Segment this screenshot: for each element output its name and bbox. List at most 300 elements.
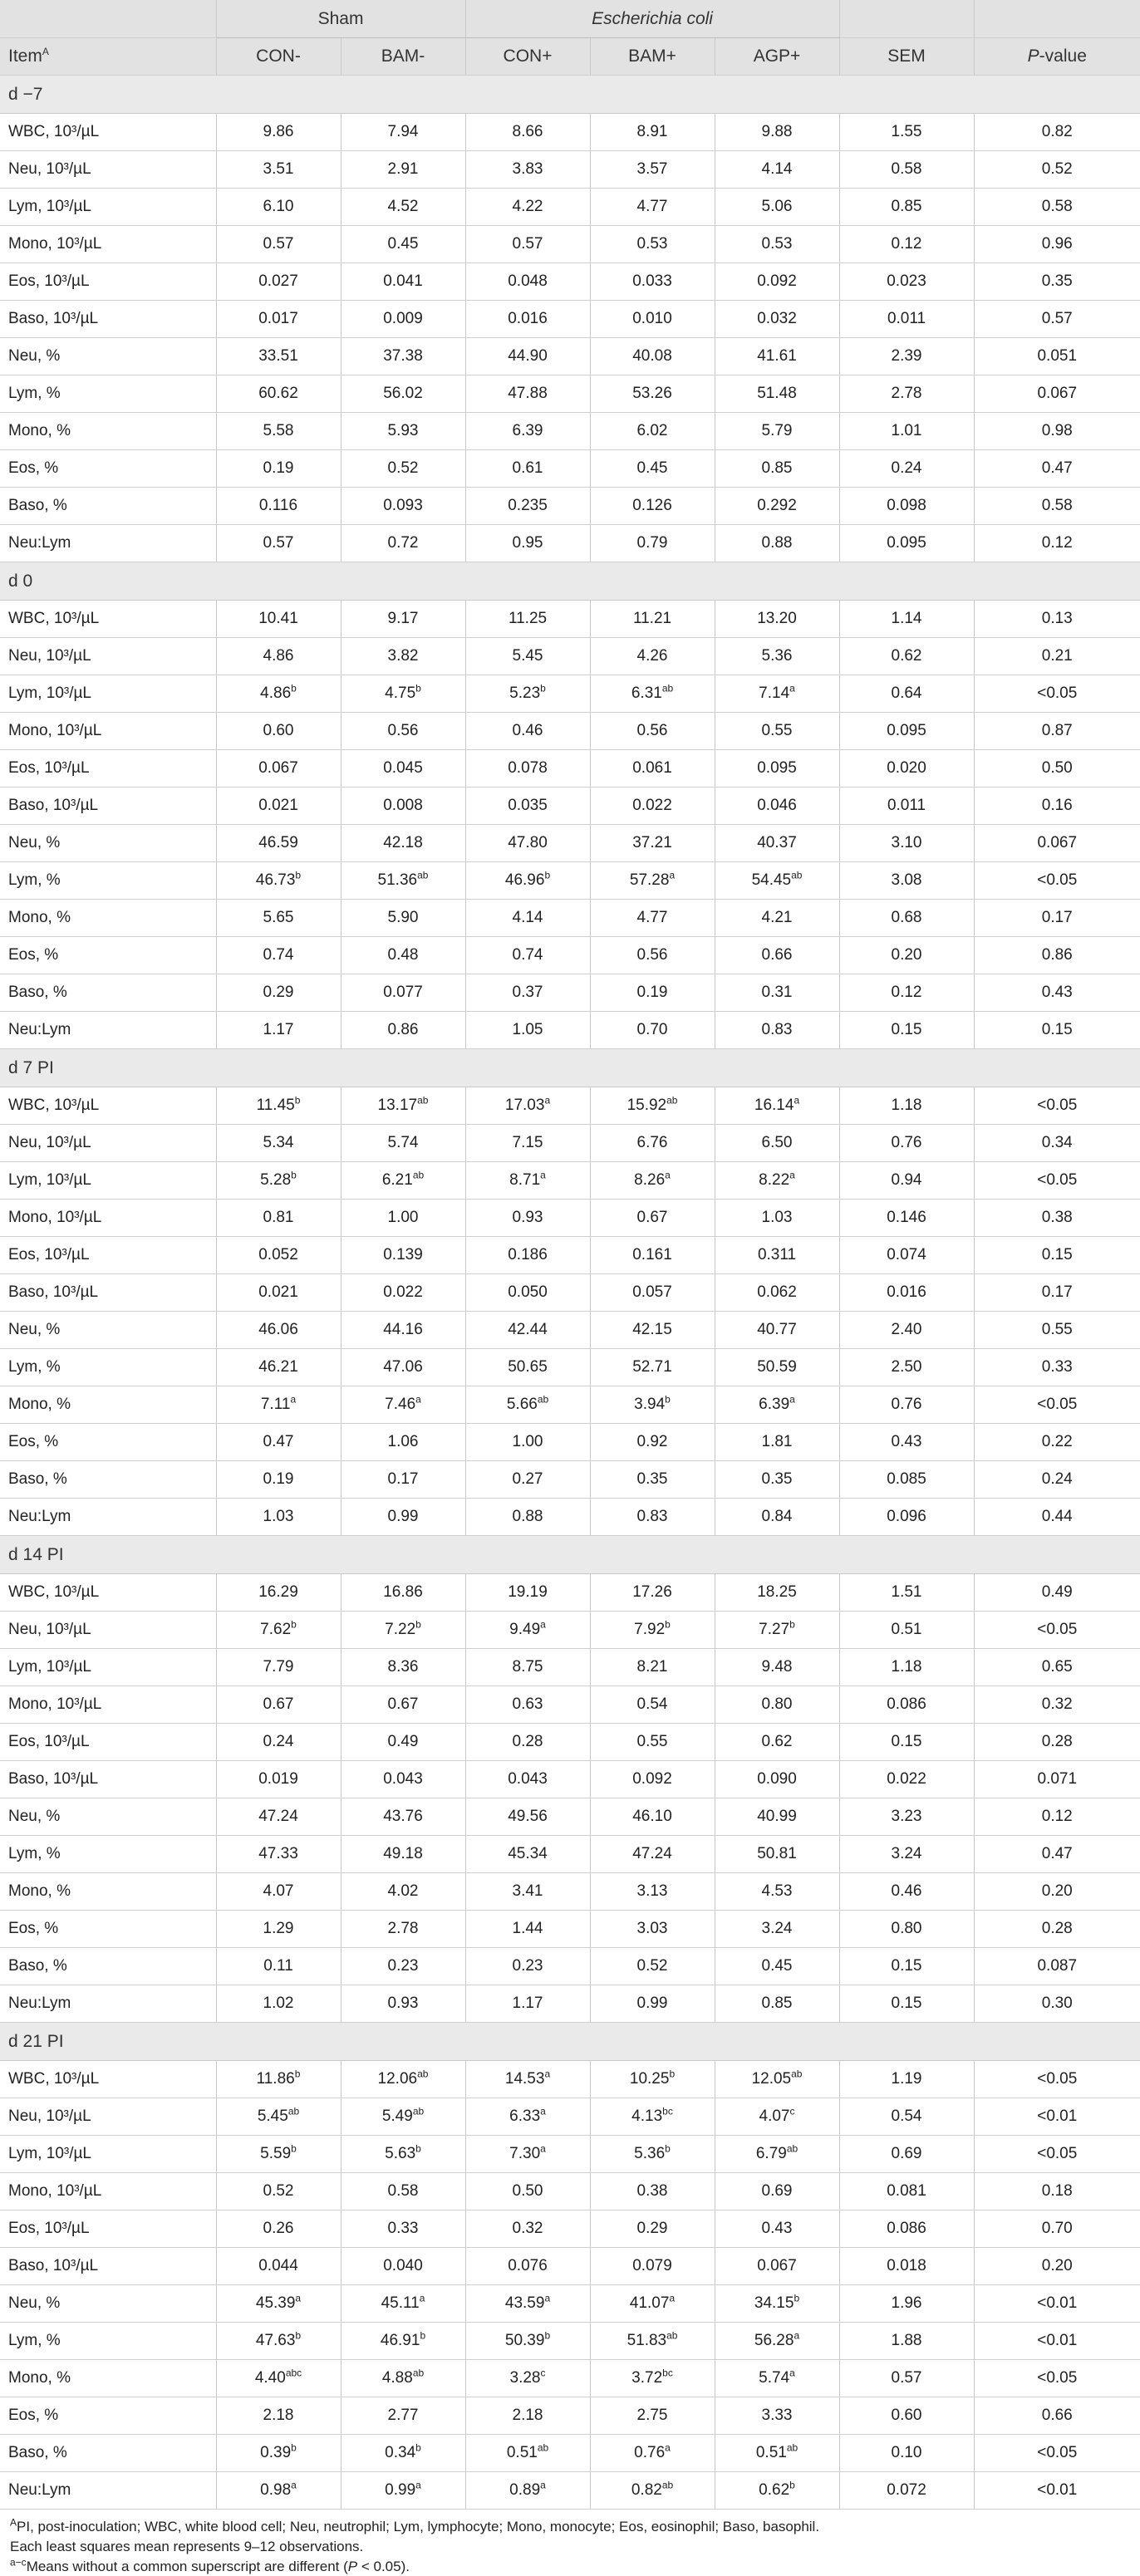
table-row — [0, 301, 1140, 338]
cell-p-value: 0.50 — [974, 750, 1140, 788]
row-label: Lym, % — [0, 1836, 216, 1873]
table-row — [0, 1087, 1140, 1125]
row-label: Eos, % — [0, 1424, 216, 1461]
cell-p-value: 0.13 — [974, 601, 1140, 638]
cell-value: 1.02 — [263, 1995, 294, 2012]
row-label: Lym, 10³/µL — [0, 2136, 216, 2173]
cell-agp-plus — [715, 1424, 839, 1461]
cell-value: 0.035 — [508, 797, 548, 814]
cell-con-plus — [465, 788, 590, 825]
cell-value: 56.28 — [754, 2332, 794, 2349]
cell-value: 6.33 — [509, 2107, 541, 2125]
cell-sem: 3.24 — [839, 1836, 974, 1873]
cell-bam-minus — [341, 2136, 465, 2173]
cell-superscript: b — [544, 869, 551, 881]
cell-con-plus — [465, 601, 590, 638]
cell-agp-plus — [715, 900, 839, 937]
cell-bam-minus — [341, 1424, 465, 1461]
cell-agp-plus — [715, 413, 839, 450]
cell-bam-minus — [341, 1461, 465, 1499]
cell-sem: 0.15 — [839, 1948, 974, 1985]
cell-bam-plus — [590, 1162, 715, 1200]
cell-value: 0.57 — [263, 235, 294, 253]
cell-value: 0.53 — [636, 235, 668, 253]
cell-value: 4.75 — [385, 684, 416, 702]
row-label: WBC, 10³/µL — [0, 601, 216, 638]
table-row — [0, 1312, 1140, 1349]
cell-agp-plus — [715, 226, 839, 263]
cell-p-value: <0.05 — [974, 2435, 1140, 2472]
cell-bam-minus — [341, 2360, 465, 2397]
cell-value: 0.043 — [508, 1770, 548, 1788]
cell-value: 0.57 — [512, 235, 543, 253]
cell-value: 5.93 — [387, 422, 419, 439]
cell-value: 2.75 — [636, 2407, 668, 2424]
cell-value: 0.58 — [387, 2182, 419, 2200]
cell-con-plus — [465, 750, 590, 788]
cell-value: 6.39 — [759, 1396, 790, 1413]
cell-value: 0.51 — [506, 2444, 538, 2461]
cell-sem: 1.55 — [839, 114, 974, 151]
cell-value: 57.28 — [629, 871, 670, 889]
cell-con-plus — [465, 1162, 590, 1200]
cell-p-value: 0.43 — [974, 974, 1140, 1012]
cell-con-minus — [216, 2136, 341, 2173]
cell-superscript: ab — [412, 2105, 425, 2117]
cell-con-minus — [216, 750, 341, 788]
cell-value: 0.57 — [263, 534, 294, 552]
cell-bam-minus — [341, 1312, 465, 1349]
cell-bam-minus — [341, 525, 465, 562]
cell-value: 8.22 — [759, 1171, 790, 1189]
cell-bam-minus — [341, 375, 465, 413]
cell-value: 17.26 — [632, 1583, 672, 1601]
cell-sem: 0.54 — [839, 2098, 974, 2136]
cell-value: 0.24 — [263, 1733, 294, 1750]
cell-agp-plus — [715, 2472, 839, 2510]
cell-con-plus — [465, 1312, 590, 1349]
cell-p-value: 0.30 — [974, 1985, 1140, 2023]
cell-con-minus — [216, 974, 341, 1012]
cell-value: 0.83 — [761, 1021, 793, 1038]
cell-con-minus — [216, 1686, 341, 1724]
cell-value: 0.041 — [383, 272, 423, 290]
cell-value: 0.022 — [383, 1283, 423, 1301]
cell-con-minus — [216, 1312, 341, 1349]
table-row — [0, 1237, 1140, 1274]
cell-con-minus — [216, 263, 341, 301]
cell-value: 0.52 — [263, 2182, 294, 2200]
table-row — [0, 1911, 1140, 1948]
table-row — [0, 189, 1140, 226]
cell-agp-plus — [715, 1873, 839, 1911]
cell-value: 7.62 — [260, 1621, 292, 1638]
cell-value: 40.37 — [757, 834, 797, 851]
cell-bam-minus — [341, 1836, 465, 1873]
cell-value: 0.11 — [263, 1957, 293, 1975]
cell-value: 46.10 — [632, 1808, 672, 1825]
table-row — [0, 1499, 1140, 1536]
cell-value: 3.83 — [512, 160, 543, 178]
cell-value: 0.116 — [258, 497, 298, 514]
row-label: Lym, 10³/µL — [0, 1162, 216, 1200]
cell-agp-plus — [715, 151, 839, 189]
cell-value: 0.23 — [512, 1957, 543, 1975]
cell-value: 8.66 — [512, 123, 543, 140]
cell-superscript: a — [794, 2329, 800, 2342]
row-label: Mono, % — [0, 900, 216, 937]
cell-superscript: a — [665, 2441, 671, 2454]
cell-bam-plus — [590, 1461, 715, 1499]
table-row — [0, 1836, 1140, 1873]
cell-value: 6.02 — [636, 422, 668, 439]
cell-value: 5.66 — [506, 1396, 538, 1413]
cell-agp-plus — [715, 1461, 839, 1499]
cell-bam-plus — [590, 1200, 715, 1237]
cell-agp-plus — [715, 1761, 839, 1798]
cell-sem: 0.022 — [839, 1761, 974, 1798]
cell-value: 2.78 — [387, 1920, 419, 1937]
cell-value: 6.21 — [381, 1171, 413, 1189]
cell-value: 41.61 — [757, 347, 797, 365]
cell-con-minus — [216, 1724, 341, 1761]
cell-p-value: <0.05 — [974, 862, 1140, 900]
row-label: Lym, 10³/µL — [0, 675, 216, 713]
cell-value: 7.22 — [385, 1621, 416, 1638]
cell-con-plus — [465, 375, 590, 413]
cell-value: 5.06 — [761, 198, 793, 215]
cell-sem: 1.51 — [839, 1574, 974, 1612]
cell-con-minus — [216, 1200, 341, 1237]
cell-value: 0.126 — [632, 497, 672, 514]
table-row — [0, 675, 1140, 713]
cell-bam-plus — [590, 1873, 715, 1911]
cell-value: 0.26 — [263, 2220, 294, 2237]
table-row — [0, 862, 1140, 900]
cell-value: 0.52 — [636, 1957, 668, 1975]
cell-con-plus — [465, 2173, 590, 2210]
cell-bam-plus — [590, 151, 715, 189]
cell-con-plus — [465, 1386, 590, 1424]
cell-value: 33.51 — [258, 347, 298, 365]
cell-value: 43.59 — [504, 2294, 545, 2312]
cell-sem: 0.20 — [839, 937, 974, 974]
cell-value: 9.86 — [263, 123, 294, 140]
cell-con-plus — [465, 1424, 590, 1461]
cell-value: 4.14 — [761, 160, 793, 178]
cell-value: 3.03 — [636, 1920, 668, 1937]
table-row — [0, 2098, 1140, 2136]
cell-bam-plus — [590, 974, 715, 1012]
cell-value: 9.49 — [509, 1621, 541, 1638]
cell-p-value: 0.21 — [974, 638, 1140, 675]
cell-bam-plus — [590, 263, 715, 301]
cell-bam-plus — [590, 1724, 715, 1761]
cell-sem: 1.18 — [839, 1087, 974, 1125]
cell-value: 0.048 — [508, 272, 548, 290]
cell-agp-plus — [715, 825, 839, 862]
cell-con-minus — [216, 2285, 341, 2323]
row-label: Neu:Lym — [0, 525, 216, 562]
cell-superscript: b — [544, 2329, 551, 2342]
table-row — [0, 638, 1140, 675]
cell-con-plus — [465, 900, 590, 937]
row-label: Eos, 10³/µL — [0, 2210, 216, 2248]
p-suffix: -value — [1039, 47, 1087, 66]
cell-sem: 1.19 — [839, 2061, 974, 2098]
section-title: d −7 — [0, 76, 1140, 114]
cell-value: 0.92 — [636, 1433, 668, 1450]
cell-bam-minus — [341, 788, 465, 825]
header-blank-cell — [0, 0, 216, 38]
cell-con-plus — [465, 1574, 590, 1612]
cell-bam-minus — [341, 1612, 465, 1649]
cell-bam-minus — [341, 1087, 465, 1125]
cell-sem: 0.098 — [839, 488, 974, 525]
column-header-item — [0, 38, 216, 76]
table-row — [0, 2472, 1140, 2510]
section-row — [0, 1049, 1140, 1087]
cell-value: 34.15 — [754, 2294, 794, 2312]
cell-superscript: a — [419, 2292, 425, 2304]
cell-value: 4.77 — [636, 909, 668, 926]
cell-value: 11.21 — [632, 610, 672, 627]
row-label: Eos, % — [0, 2397, 216, 2435]
cell-value: 3.13 — [636, 1882, 668, 1900]
row-label: Baso, % — [0, 1948, 216, 1985]
cell-con-minus — [216, 2397, 341, 2435]
cell-value: 6.39 — [512, 422, 543, 439]
cell-value: 5.74 — [387, 1134, 419, 1151]
cell-value: 4.52 — [387, 198, 419, 215]
cell-sem: 0.94 — [839, 1162, 974, 1200]
cell-superscript: ab — [417, 2068, 429, 2080]
cell-value: 0.51 — [755, 2444, 787, 2461]
footnote-marker-a: A — [10, 2516, 17, 2529]
cell-agp-plus — [715, 1574, 839, 1612]
cell-value: 7.92 — [634, 1621, 666, 1638]
cell-superscript: ab — [417, 1094, 429, 1106]
cell-value: 0.38 — [636, 2182, 668, 2200]
cell-superscript: ab — [412, 1169, 425, 1181]
cell-value: 0.82 — [631, 2481, 662, 2499]
cell-p-value: <0.05 — [974, 1612, 1140, 1649]
cell-bam-plus — [590, 525, 715, 562]
cell-p-value: 0.57 — [974, 301, 1140, 338]
cell-superscript: b — [415, 1618, 421, 1631]
cell-bam-minus — [341, 1162, 465, 1200]
cell-value: 4.53 — [761, 1882, 793, 1900]
cell-value: 0.81 — [263, 1209, 294, 1226]
cell-bam-plus — [590, 937, 715, 974]
cell-p-value: 0.49 — [974, 1574, 1140, 1612]
cell-value: 0.83 — [636, 1508, 668, 1525]
cell-value: 50.81 — [757, 1845, 797, 1862]
cell-bam-plus — [590, 1761, 715, 1798]
cell-con-minus — [216, 151, 341, 189]
cell-agp-plus — [715, 1349, 839, 1386]
cell-bam-plus — [590, 2397, 715, 2435]
cell-sem: 0.43 — [839, 1424, 974, 1461]
cell-con-plus — [465, 2435, 590, 2472]
cell-value: 43.76 — [383, 1808, 423, 1825]
cell-con-plus — [465, 301, 590, 338]
header-blank-cell — [839, 0, 974, 38]
cell-superscript: ab — [791, 869, 803, 881]
table-row — [0, 2248, 1140, 2285]
cell-con-minus — [216, 1612, 341, 1649]
cell-value: 8.91 — [636, 123, 668, 140]
row-label: Neu, 10³/µL — [0, 151, 216, 189]
cell-agp-plus — [715, 2360, 839, 2397]
cell-value: 1.29 — [263, 1920, 294, 1937]
cell-con-minus — [216, 1125, 341, 1162]
cell-value: 16.86 — [383, 1583, 423, 1601]
cell-bam-minus — [341, 937, 465, 974]
cell-value: 0.078 — [508, 759, 548, 777]
cell-value: 5.49 — [381, 2107, 413, 2125]
cell-bam-plus — [590, 2136, 715, 2173]
cell-value: 0.98 — [260, 2481, 292, 2499]
cell-value: 5.63 — [385, 2145, 416, 2162]
cell-value: 0.49 — [387, 1733, 419, 1750]
cell-sem: 0.15 — [839, 1012, 974, 1049]
table-row — [0, 226, 1140, 263]
column-header-con-plus: CON+ — [465, 38, 590, 76]
cell-value: 54.45 — [751, 871, 792, 889]
cell-con-minus — [216, 1985, 341, 2023]
cell-bam-minus — [341, 450, 465, 488]
cell-value: 11.25 — [508, 610, 548, 627]
cell-bam-plus — [590, 2472, 715, 2510]
cell-superscript: ab — [666, 1094, 678, 1106]
table-row — [0, 2061, 1140, 2098]
cell-con-plus — [465, 1985, 590, 2023]
cell-value: 45.11 — [381, 2294, 420, 2312]
cell-value: 46.73 — [255, 871, 296, 889]
column-header-bam-plus: BAM+ — [590, 38, 715, 76]
cell-con-minus — [216, 338, 341, 375]
cell-con-plus — [465, 1612, 590, 1649]
cell-con-minus — [216, 525, 341, 562]
row-label: Baso, % — [0, 974, 216, 1012]
cell-bam-minus — [341, 638, 465, 675]
cell-bam-plus — [590, 1312, 715, 1349]
cell-value: 5.74 — [759, 2369, 790, 2387]
cell-superscript: b — [291, 2441, 297, 2454]
cell-con-minus — [216, 375, 341, 413]
cell-value: 0.43 — [761, 2220, 793, 2237]
cell-value: 4.07 — [263, 1882, 294, 1900]
cell-sem: 0.074 — [839, 1237, 974, 1274]
cell-value: 0.55 — [761, 722, 793, 739]
cell-value: 4.26 — [636, 647, 668, 665]
cell-agp-plus — [715, 1911, 839, 1948]
table-row — [0, 2136, 1140, 2173]
row-label: Lym, % — [0, 375, 216, 413]
cell-bam-plus — [590, 2098, 715, 2136]
row-label: Neu, 10³/µL — [0, 1125, 216, 1162]
cell-value: 4.86 — [263, 647, 294, 665]
cell-sem: 0.146 — [839, 1200, 974, 1237]
row-label: Neu, % — [0, 338, 216, 375]
cell-con-plus — [465, 1761, 590, 1798]
cell-value: 47.33 — [258, 1845, 298, 1862]
cell-superscript: a — [669, 869, 676, 881]
cell-value: 0.60 — [263, 722, 294, 739]
cell-superscript: b — [420, 2329, 426, 2342]
cell-value: 0.057 — [632, 1283, 672, 1301]
cell-agp-plus — [715, 1649, 839, 1686]
cell-bam-plus — [590, 1612, 715, 1649]
cell-superscript: b — [291, 682, 297, 694]
table-row — [0, 974, 1140, 1012]
cell-sem: 0.085 — [839, 1461, 974, 1499]
cell-p-value: 0.52 — [974, 151, 1140, 189]
cell-bam-minus — [341, 2323, 465, 2360]
row-label: Baso, % — [0, 2435, 216, 2472]
cell-agp-plus — [715, 2136, 839, 2173]
cell-con-minus — [216, 2472, 341, 2510]
cell-value: 0.99 — [387, 1508, 419, 1525]
cell-value: 3.94 — [634, 1396, 666, 1413]
cell-bam-minus — [341, 1237, 465, 1274]
cell-bam-plus — [590, 450, 715, 488]
cell-con-plus — [465, 151, 590, 189]
cell-value: 9.48 — [761, 1658, 793, 1676]
cell-value: 7.11 — [260, 1396, 291, 1413]
cell-value: 5.23 — [509, 684, 541, 702]
cell-con-plus — [465, 1724, 590, 1761]
cell-sem: 0.51 — [839, 1612, 974, 1649]
cell-bam-minus — [341, 226, 465, 263]
cell-p-value: 0.82 — [974, 114, 1140, 151]
cell-value: 0.67 — [636, 1209, 668, 1226]
cell-superscript: bc — [662, 2367, 673, 2379]
row-label: Neu, 10³/µL — [0, 2098, 216, 2136]
cell-value: 0.99 — [385, 2481, 416, 2499]
cell-sem: 1.14 — [839, 601, 974, 638]
cell-value: 19.19 — [508, 1583, 548, 1601]
cell-p-value: 0.12 — [974, 525, 1140, 562]
cell-superscript: b — [415, 2441, 421, 2454]
cell-con-plus — [465, 2210, 590, 2248]
cell-superscript: bc — [662, 2105, 673, 2117]
cell-superscript: b — [669, 2068, 676, 2080]
cell-value: 10.25 — [629, 2070, 670, 2088]
cell-value: 0.17 — [387, 1470, 419, 1488]
row-label: Mono, % — [0, 1386, 216, 1424]
cell-con-plus — [465, 1200, 590, 1237]
cell-value: 42.18 — [383, 834, 423, 851]
row-label: Mono, 10³/µL — [0, 713, 216, 750]
cell-agp-plus — [715, 338, 839, 375]
cell-con-plus — [465, 1873, 590, 1911]
cell-value: 0.95 — [512, 534, 543, 552]
cell-value: 0.016 — [508, 310, 548, 327]
cell-bam-plus — [590, 338, 715, 375]
cell-agp-plus — [715, 525, 839, 562]
cell-value: 0.35 — [636, 1470, 668, 1488]
table-row — [0, 1798, 1140, 1836]
cell-bam-minus — [341, 675, 465, 713]
cell-value: 42.15 — [632, 1321, 672, 1338]
cell-value: 0.23 — [387, 1957, 419, 1975]
cell-sem: 0.081 — [839, 2173, 974, 2210]
table-row — [0, 1761, 1140, 1798]
cell-p-value: 0.071 — [974, 1761, 1140, 1798]
cell-con-minus — [216, 1499, 341, 1536]
